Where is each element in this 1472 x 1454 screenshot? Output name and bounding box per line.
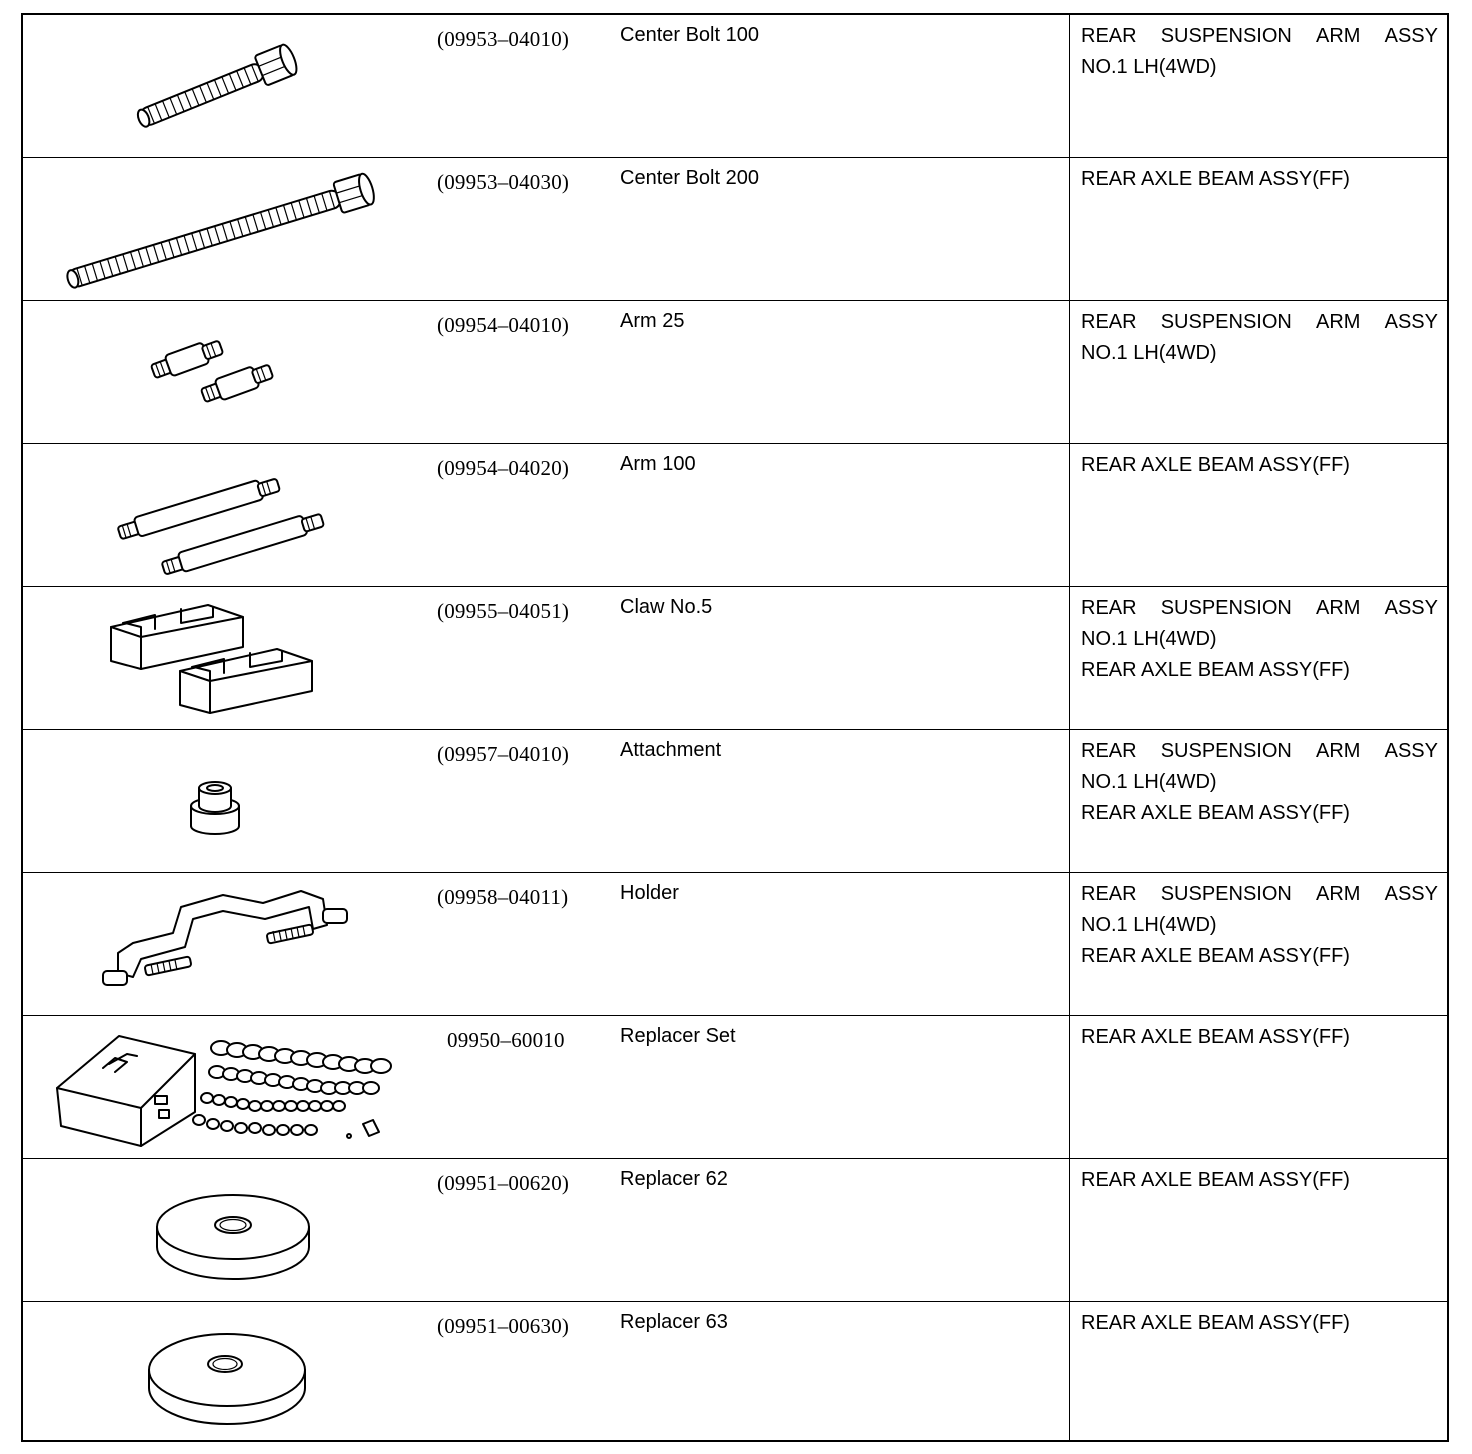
part-number: (09957–04010) [437,742,570,766]
holder-icon [23,873,433,1015]
table-row [23,730,1447,873]
table-row [23,158,1447,301]
part-number: (09953–04010) [437,27,570,51]
center-bolt-long-icon [23,158,433,300]
usage-cell [1081,736,1438,829]
usage-line: REAR AXLE BEAM ASSY(FF) [1081,659,1350,681]
table-row [23,1302,1447,1445]
tool-name: Center Bolt 100 [620,24,759,46]
part-number: (09954–04010) [437,313,570,337]
usage-line: REAR AXLE BEAM ASSY(FF) [1081,802,1350,824]
tool-name: Arm 100 [620,453,696,475]
usage-cell [1081,164,1438,195]
table-row [23,15,1447,158]
usage-line: NO.1 LH(4WD) [1081,914,1217,936]
usage-cell [1081,450,1438,481]
part-number: (09955–04051) [437,599,570,623]
table-row [23,444,1447,587]
special-tool-table [21,13,1449,1442]
usage-line: REAR AXLE BEAM ASSY(FF) [1081,168,1350,190]
replacer-set-icon [23,1016,433,1158]
tool-name: Claw No.5 [620,596,713,618]
usage-cell [1081,1308,1438,1339]
part-number: (09954–04020) [437,456,570,480]
tool-name: Replacer 63 [620,1311,728,1333]
usage-line: NO.1 LH(4WD) [1081,342,1217,364]
part-number: (09951–00620) [437,1171,570,1195]
claw-icon [23,587,433,729]
usage-cell [1081,1022,1438,1053]
part-number: (09951–00630) [437,1314,570,1338]
usage-line: REAR SUSPENSION ARM ASSY [1081,740,1438,762]
usage-line: REAR AXLE BEAM ASSY(FF) [1081,1026,1350,1048]
usage-line: NO.1 LH(4WD) [1081,771,1217,793]
part-number: 09950–60010 [447,1028,565,1052]
attachment-icon [23,730,433,872]
usage-cell [1081,307,1438,369]
tool-name: Replacer Set [620,1025,736,1047]
usage-line: REAR SUSPENSION ARM ASSY [1081,25,1438,47]
replacer-disc-icon [23,1159,433,1301]
table-row [23,873,1447,1016]
tool-name: Replacer 62 [620,1168,728,1190]
usage-line: REAR AXLE BEAM ASSY(FF) [1081,1169,1350,1191]
usage-line: NO.1 LH(4WD) [1081,628,1217,650]
table-row [23,1016,1447,1159]
tool-name: Attachment [620,739,722,761]
usage-line: REAR SUSPENSION ARM ASSY [1081,597,1438,619]
usage-line: REAR AXLE BEAM ASSY(FF) [1081,945,1350,967]
tool-name: Arm 25 [620,310,685,332]
table-row [23,1159,1447,1302]
arm-short-icon [23,301,433,443]
usage-line: REAR AXLE BEAM ASSY(FF) [1081,454,1350,476]
part-number: (09958–04011) [437,885,569,909]
usage-line: REAR AXLE BEAM ASSY(FF) [1081,1312,1350,1334]
part-number: (09953–04030) [437,170,570,194]
arm-long-icon [23,444,433,586]
replacer-disc-icon [23,1302,433,1444]
usage-cell [1081,879,1438,972]
usage-cell [1081,21,1438,83]
usage-line: REAR SUSPENSION ARM ASSY [1081,311,1438,333]
table-row [23,587,1447,730]
usage-cell [1081,593,1438,686]
tool-name: Center Bolt 200 [620,167,759,189]
usage-cell [1081,1165,1438,1196]
tool-name: Holder [620,882,679,904]
center-bolt-short-icon [23,15,433,157]
usage-line: REAR SUSPENSION ARM ASSY [1081,883,1438,905]
usage-line: NO.1 LH(4WD) [1081,56,1217,78]
table-row [23,301,1447,444]
